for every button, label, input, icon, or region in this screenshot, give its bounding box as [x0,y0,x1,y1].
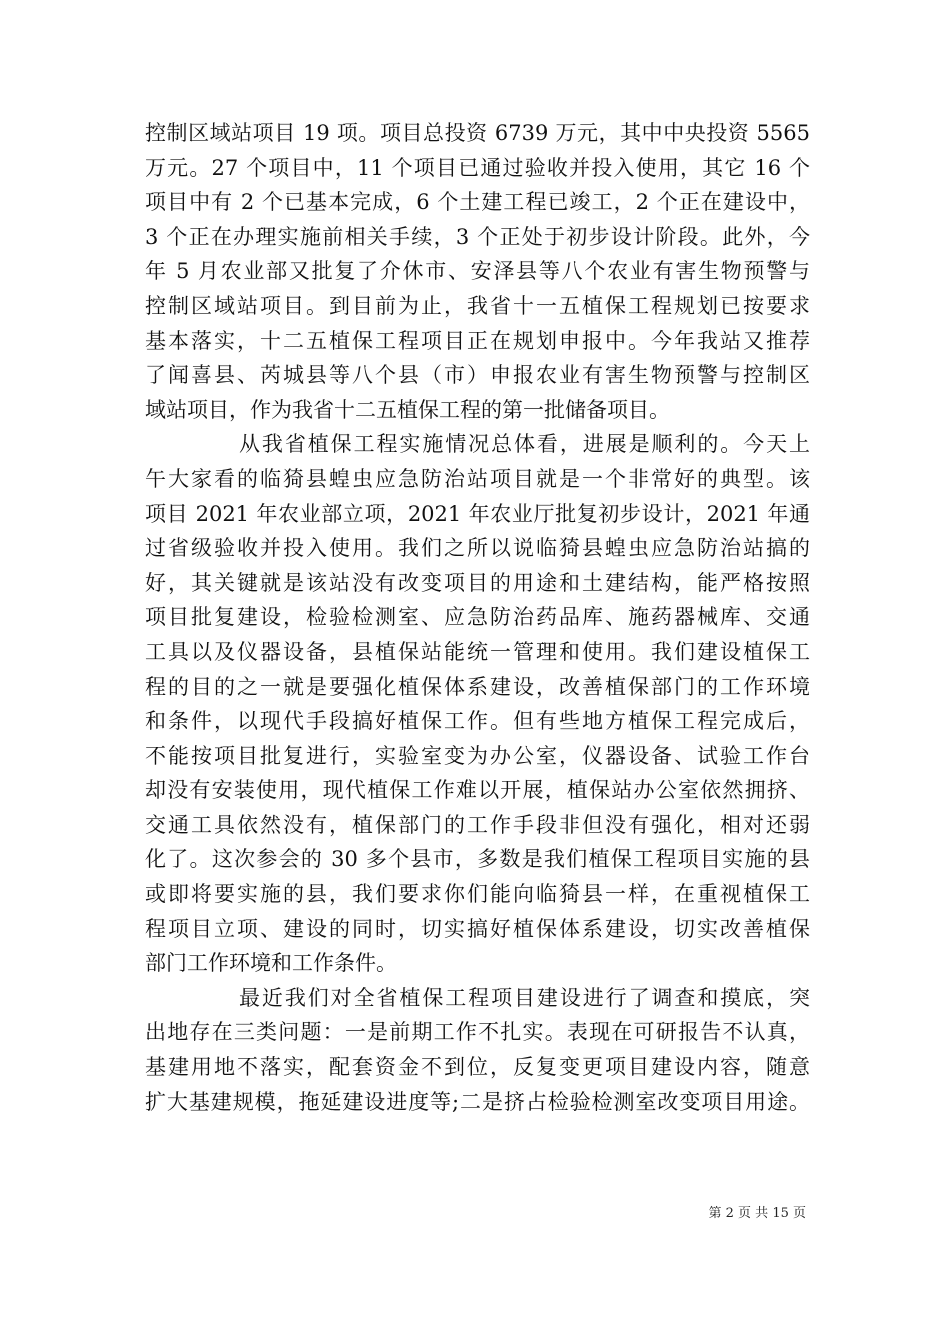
text-line: 了闻喜县、芮城县等八个县（市）申报农业有害生物预警与控制区 [145,363,810,388]
text-line: 午大家看的临猗县蝗虫应急防治站项目就是一个非常好的典型。该 [145,466,810,491]
text-line: 部门工作环境和工作条件。 [145,951,397,976]
text-line: 化了。这次参会的 30 多个县市，多数是我们植保工程项目实施的县 [145,847,810,872]
text-line: 3 个正在办理实施前相关手续，3 个正处于初步设计阶段。此外，今 [145,224,810,249]
text-line: 程的目的之一就是要强化植保体系建设，改善植保部门的工作环境 [145,674,810,699]
text-line: 不能按项目批复进行，实验室变为办公室，仪器设备、试验工作台 [145,743,810,768]
text-line: 控制区域站项目。到目前为止，我省十一五植保工程规划已按要求 [145,293,810,318]
text-line: 工具以及仪器设备，县植保站能统一管理和使用。我们建设植保工 [145,639,810,664]
text-line: 好，其关键就是该站没有改变项目的用途和土建结构，能严格按照 [145,570,810,595]
text-line: 交通工具依然没有，植保部门的工作手段非但没有强化，相对还弱 [145,812,810,837]
document-body [145,116,810,1119]
text-line: 域站项目，作为我省十二五植保工程的第一批储备项目。 [145,397,670,422]
text-line: 或即将要实施的县，我们要求你们能向临猗县一样，在重视植保工 [145,882,810,907]
text-line: 扩大基建规模，拖延建设进度等;二是挤占检验检测室改变项目用途。 [145,1089,810,1114]
text-line: 程项目立项、建设的同时，切实搞好植保体系建设，切实改善植保 [145,916,810,941]
paragraph [145,427,810,981]
text-line: 基建用地不落实，配套资金不到位，反复变更项目建设内容，随意 [145,1055,810,1080]
text-line: 出地存在三类问题：一是前期工作不扎实。表现在可研报告不认真， [145,1020,810,1045]
text-line: 万元。27 个项目中，11 个项目已通过验收并投入使用，其它 16 个 [145,155,810,180]
text-line: 从我省植保工程实施情况总体看，进展是顺利的。今天上 [239,432,810,457]
text-line: 项目中有 2 个已基本完成，6 个土建工程已竣工，2 个正在建设中， [145,190,810,215]
text-line: 项目 2021 年农业部立项，2021 年农业厅批复初步设计，2021 年通 [145,501,810,526]
paragraph [145,981,810,1119]
text-line: 最近我们对全省植保工程项目建设进行了调查和摸底，突 [239,985,810,1010]
text-line: 过省级验收并投入使用。我们之所以说临猗县蝗虫应急防治站搞的 [145,536,810,561]
text-line: 和条件，以现代手段搞好植保工作。但有些地方植保工程完成后， [145,709,810,734]
paragraph [145,116,810,427]
paragraph-container [145,116,810,1119]
text-line: 项目批复建设，检验检测室、应急防治药品库、施药器械库、交通 [145,605,810,630]
text-line: 控制区域站项目 19 项。项目总投资 6739 万元，其中中央投资 5565 [145,121,810,145]
page-number-footer: 第 2 页 共 15 页 [708,1206,806,1221]
text-line: 年 5 月农业部又批复了介休市、安泽县等八个农业有害生物预警与 [145,259,810,284]
text-line: 却没有安装使用，现代植保工作难以开展，植保站办公室依然拥挤、 [145,778,810,803]
text-line: 基本落实，十二五植保工程项目正在规划申报中。今年我站又推荐 [145,328,810,353]
